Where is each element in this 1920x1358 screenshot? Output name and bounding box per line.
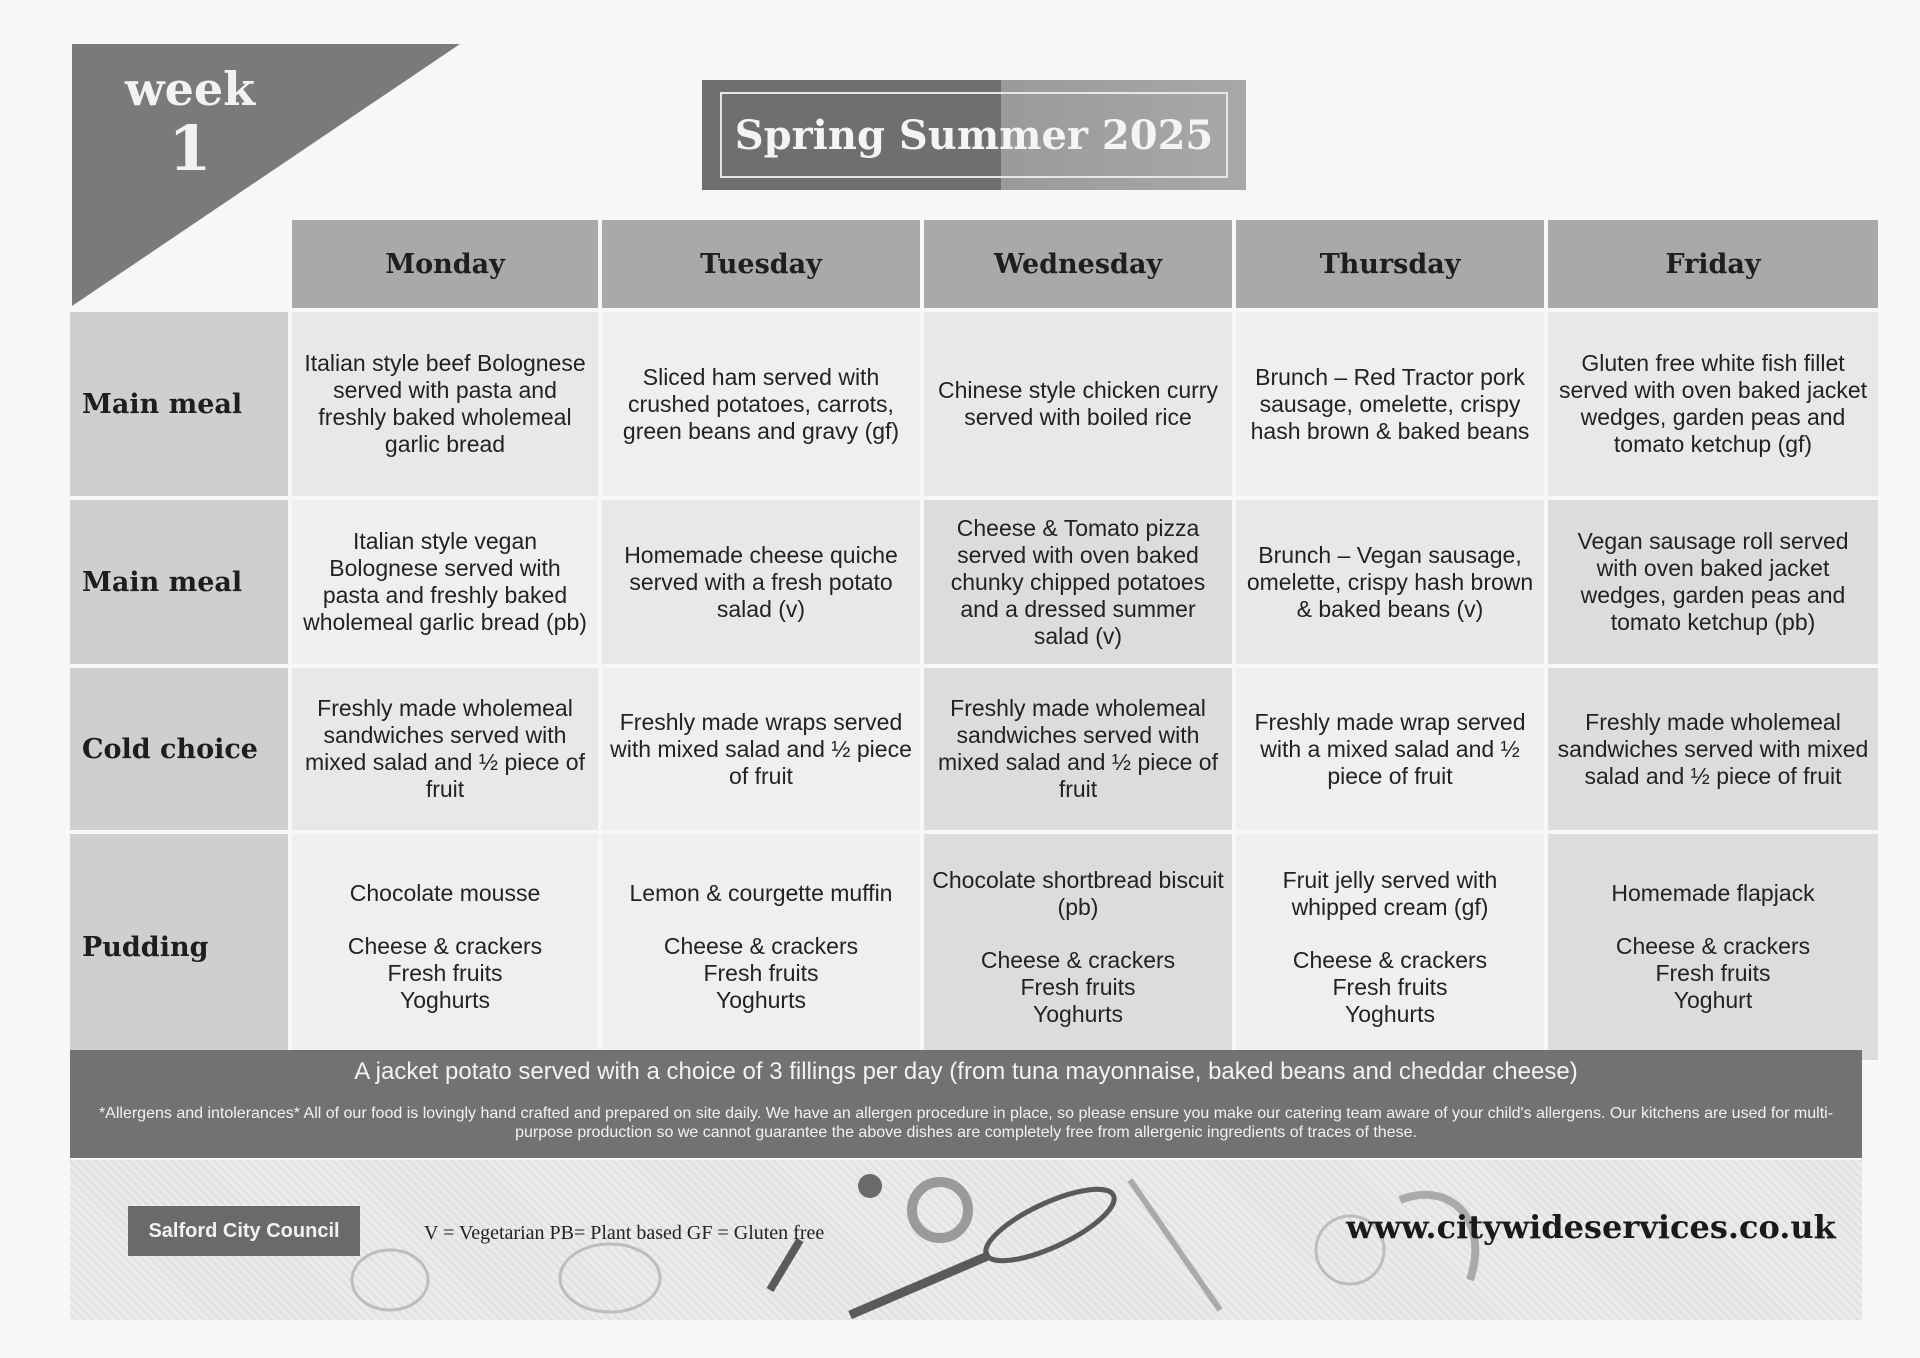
- day-header-thursday: Thursday: [1236, 220, 1544, 308]
- title-banner: [702, 80, 1246, 190]
- pudding-extra: Yoghurts: [1033, 1000, 1123, 1027]
- pepper-icon: [352, 1250, 428, 1310]
- grid-corner: [70, 220, 288, 308]
- meal-cell: Sliced ham served with crushed potatoes, carrots, green beans and gravy (gf): [602, 312, 920, 496]
- website-link[interactable]: www.citywideservices.co.uk: [1346, 1208, 1836, 1246]
- pudding-extra: Cheese & crackers: [1292, 946, 1488, 973]
- row-label-main-meal-1: Main meal: [70, 312, 288, 496]
- menu-grid: [70, 220, 1869, 1044]
- jacket-potato-note: A jacket potato served with a choice of 3 fillings per day (from tuna mayonnaise, baked beans and cheddar cheese): [354, 1058, 1578, 1085]
- pudding-extra: Cheese & crackers: [1615, 933, 1811, 959]
- whisk-icon: [977, 1175, 1122, 1274]
- row-label-main-meal-2: Main meal: [70, 500, 288, 664]
- fork-icon: [1130, 1180, 1220, 1310]
- row-label-pudding: Pudding: [70, 834, 288, 1060]
- council-logo: Salford City Council: [128, 1206, 360, 1256]
- week-word: week: [124, 62, 255, 116]
- spatula-icon: [770, 1240, 800, 1290]
- meal-cell: Italian style beef Bolognese served with pasta and freshly baked wholemeal garlic bread: [292, 312, 598, 496]
- pudding-extra: Fresh fruits: [1332, 973, 1448, 1000]
- pudding-main: Fruit jelly served with whipped cream (gf): [1282, 866, 1498, 920]
- dietary-key: V = Vegetarian PB= Plant based GF = Gluten free: [424, 1222, 825, 1244]
- pudding-main: Chocolate mousse: [349, 880, 541, 906]
- pudding-cell: [1548, 834, 1878, 1060]
- week-number: 1: [168, 112, 212, 185]
- meal-cell: Freshly made wholemeal sandwiches served with mixed salad and ½ piece of fruit: [924, 668, 1232, 830]
- pudding-extra: Fresh fruits: [703, 960, 819, 986]
- week-label: [120, 62, 260, 185]
- whisk-handle: [850, 1255, 990, 1315]
- meal-cell: Gluten free white fish fillet served with oven baked jacket wedges, garden peas and tomato ketchup (gf): [1548, 312, 1878, 496]
- ring-icon: [912, 1182, 968, 1238]
- pudding-main: Homemade flapjack: [1611, 880, 1815, 906]
- pudding-cell: [292, 834, 598, 1060]
- day-header-friday: Friday: [1548, 220, 1878, 308]
- pudding-extra: Cheese & crackers: [347, 933, 543, 959]
- pudding-extra: Yoghurt: [1673, 987, 1753, 1013]
- meal-cell: Brunch – Vegan sausage, omelette, crispy hash brown & baked beans (v): [1236, 500, 1544, 664]
- meal-cell: Italian style vegan Bolognese served with pasta and freshly baked wholemeal garlic bread (pb): [292, 500, 598, 664]
- allergen-note: *Allergens and intolerances* All of our food is lovingly hand crafted and prepared on site daily. We have an allergen procedure in place, so please ensure you make our catering team aware of your child's allergens. Our kitchens are used for multi-purpose production so we cannot guarantee the above dishes are completely free from allergenic ingredients of traces of these.: [98, 1105, 1834, 1141]
- meal-cell: Freshly made wraps served with mixed salad and ½ piece of fruit: [602, 668, 920, 830]
- meal-cell: Brunch – Red Tractor pork sausage, omelette, crispy hash brown & baked beans: [1236, 312, 1544, 496]
- pudding-main: Lemon & courgette muffin: [629, 880, 893, 906]
- day-header-monday: Monday: [292, 220, 598, 308]
- pudding-extra: Fresh fruits: [1655, 960, 1771, 986]
- meal-cell: Vegan sausage roll served with oven baked jacket wedges, garden peas and tomato ketchup (pb): [1548, 500, 1878, 664]
- page-title: Spring Summer 2025: [720, 92, 1228, 178]
- pudding-cell: [602, 834, 920, 1060]
- pudding-main: Chocolate shortbread biscuit (pb): [932, 866, 1224, 920]
- pudding-cell: [924, 834, 1232, 1060]
- pudding-extra: Fresh fruits: [387, 960, 503, 986]
- row-label-cold-choice: Cold choice: [70, 668, 288, 830]
- strawberry-icon: [858, 1174, 882, 1198]
- pudding-extra: Yoghurts: [716, 987, 806, 1013]
- meal-cell: Freshly made wholemeal sandwiches served with mixed salad and ½ piece of fruit: [1548, 668, 1878, 830]
- day-header-tuesday: Tuesday: [602, 220, 920, 308]
- meal-cell: Homemade cheese quiche served with a fresh potato salad (v): [602, 500, 920, 664]
- pudding-extra: Fresh fruits: [1020, 973, 1136, 1000]
- info-band: [70, 1050, 1862, 1158]
- meal-cell: Cheese & Tomato pizza served with oven baked chunky chipped potatoes and a dressed summer salad (v): [924, 500, 1232, 664]
- day-header-wednesday: Wednesday: [924, 220, 1232, 308]
- pudding-extra: Yoghurts: [1345, 1000, 1435, 1027]
- pudding-cell: [1236, 834, 1544, 1060]
- meal-cell: Chinese style chicken curry served with boiled rice: [924, 312, 1232, 496]
- meal-cell: Freshly made wrap served with a mixed salad and ½ piece of fruit: [1236, 668, 1544, 830]
- pepper-icon: [560, 1244, 660, 1312]
- pudding-extra: Cheese & crackers: [980, 946, 1176, 973]
- pudding-extra: Cheese & crackers: [663, 933, 859, 959]
- meal-cell: Freshly made wholemeal sandwiches served with mixed salad and ½ piece of fruit: [292, 668, 598, 830]
- pudding-extra: Yoghurts: [400, 987, 490, 1013]
